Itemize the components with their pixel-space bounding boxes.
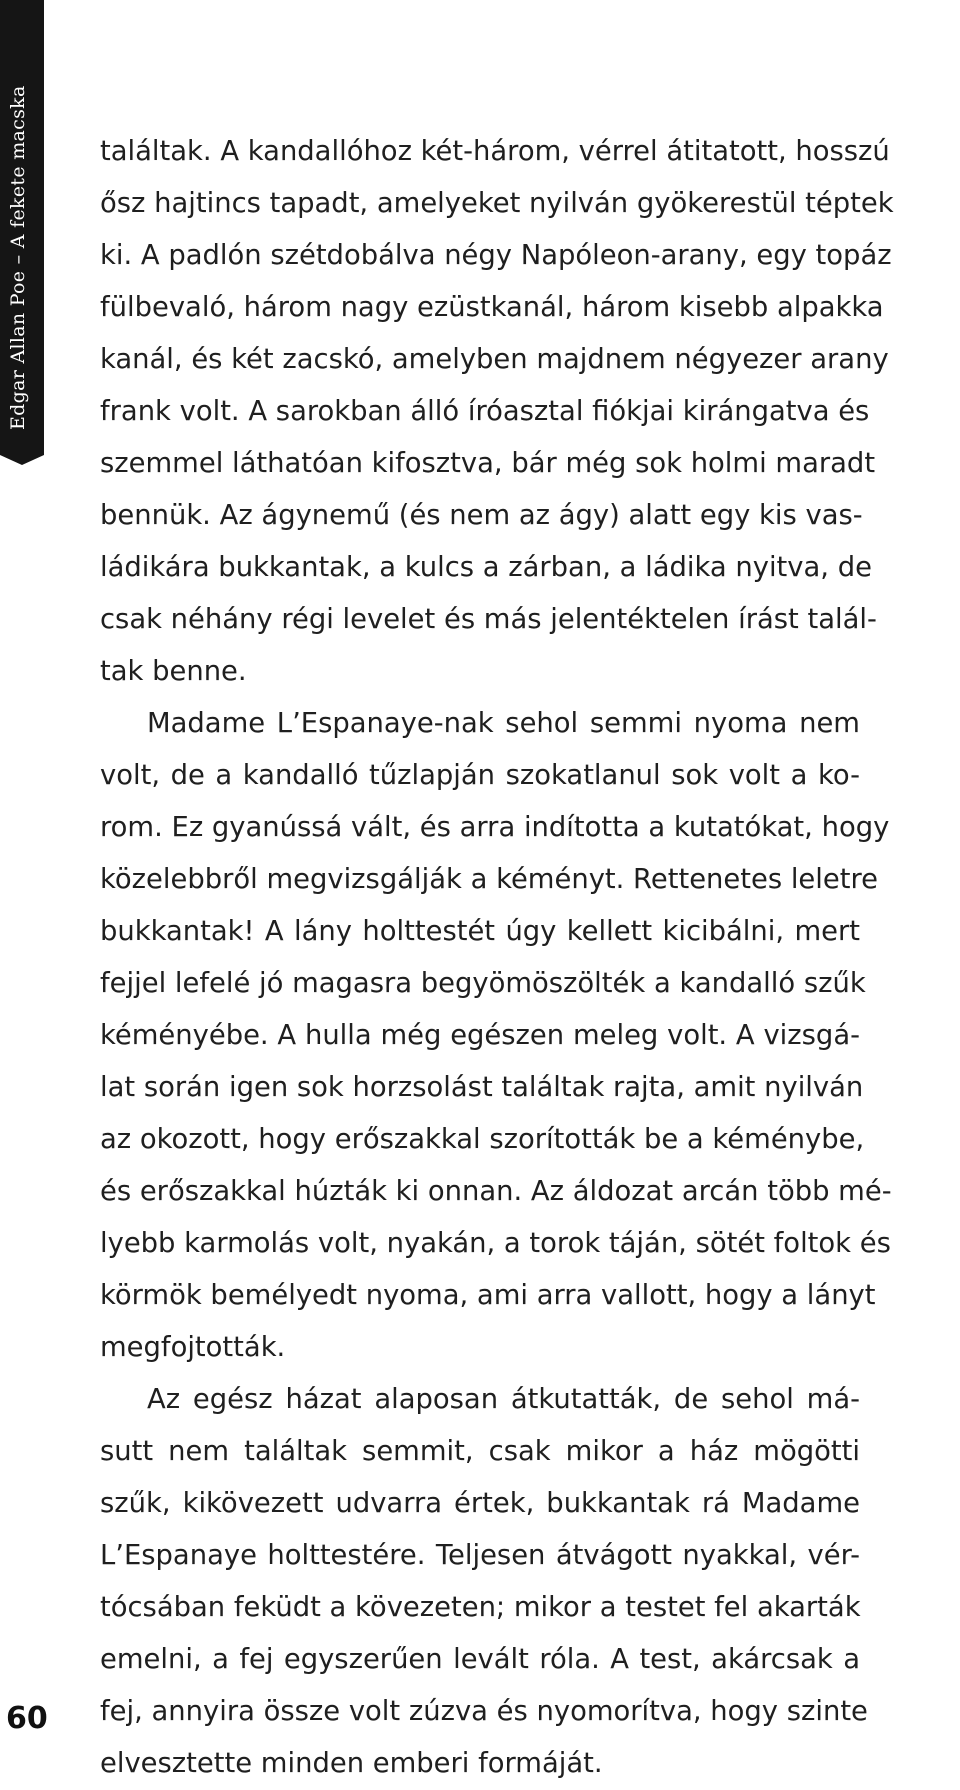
text-line: körmök bemélyedt nyoma, ami arra vallott, hogy a lányt: [100, 1280, 876, 1311]
text-line: fej, annyira össze volt zúzva és nyomorítva, hogy szinte: [100, 1696, 868, 1727]
text-line: az okozott, hogy erőszakkal szorították be a kéménybe,: [100, 1124, 865, 1155]
text-line: Madame L’Espanaye-nak sehol semmi nyoma nem: [147, 708, 860, 739]
text-line: bennük. Az ágynemű (és nem az ágy) alatt egy kis vas-: [100, 500, 863, 531]
text-line: és erőszakkal húzták ki onnan. Az áldozat arcán több mé-: [100, 1176, 892, 1207]
text-line: szűk, kikövezett udvarra értek, bukkantak rá Madame: [100, 1488, 860, 1519]
text-line: fülbevaló, három nagy ezüstkanál, három kisebb alpakka: [100, 292, 884, 323]
text-line: bukkantak! A lány holttestét úgy kellett kicibálni, mert: [100, 916, 860, 947]
text-line: elvesztette minden emberi formáját.: [100, 1748, 603, 1779]
text-line: volt, de a kandalló tűzlapján szokatlanul sok volt a ko-: [100, 760, 860, 791]
text-line: csak néhány régi levelet és más jelentéktelen írást talál-: [100, 604, 877, 635]
page-number: 60: [6, 1701, 48, 1736]
text-line: frank volt. A sarokban álló íróasztal fiókjai kirángatva és: [100, 396, 870, 427]
text-line: megfojtották.: [100, 1332, 286, 1363]
text-line: Az egész házat alaposan átkutatták, de sehol má-: [147, 1384, 860, 1415]
text-line: szemmel láthatóan kifosztva, bár még sok holmi maradt: [100, 448, 876, 479]
text-line: ládikára bukkantak, a kulcs a zárban, a ládika nyitva, de: [100, 552, 872, 583]
text-line: kanál, és két zacskó, amelyben majdnem négyezer arany: [100, 344, 889, 375]
body-text: [100, 126, 894, 1790]
text-line: közelebbről megvizsgálják a kéményt. Rettenetes leletre: [100, 864, 878, 895]
text-line: tak benne.: [100, 656, 247, 687]
text-line: kéményébe. A hulla még egészen meleg volt. A vizsgá-: [100, 1020, 860, 1051]
text-line: ki. A padlón szétdobálva négy Napóleon-arany, egy topáz: [100, 240, 892, 271]
text-line: lat során igen sok horzsolást találtak rajta, amit nyilván: [100, 1072, 864, 1103]
text-line: fejjel lefelé jó magasra begyömöszölték a kandalló szűk: [100, 968, 866, 999]
text-line: L’Espanaye holttestére. Teljesen átvágott nyakkal, vér-: [100, 1540, 860, 1571]
text-line: emelni, a fej egyszerűen levált róla. A test, akárcsak a: [100, 1644, 860, 1675]
text-line: rom. Ez gyanússá vált, és arra indította a kutatókat, hogy: [100, 812, 890, 843]
text-line: tócsában feküdt a kövezeten; mikor a testet fel akarták: [100, 1592, 861, 1623]
text-line: találtak. A kandallóhoz két-három, vérrel átitatott, hosszú: [100, 136, 890, 167]
text-line: lyebb karmolás volt, nyakán, a torok táján, sötét foltok és: [100, 1228, 891, 1259]
running-title-tab: [0, 0, 44, 455]
running-title: Edgar Allan Poe – A fekete macska: [7, 85, 29, 430]
text-line: sutt nem találtak semmit, csak mikor a ház mögötti: [100, 1436, 860, 1467]
text-line: ősz hajtincs tapadt, amelyeket nyilván gyökerestül téptek: [100, 188, 894, 219]
